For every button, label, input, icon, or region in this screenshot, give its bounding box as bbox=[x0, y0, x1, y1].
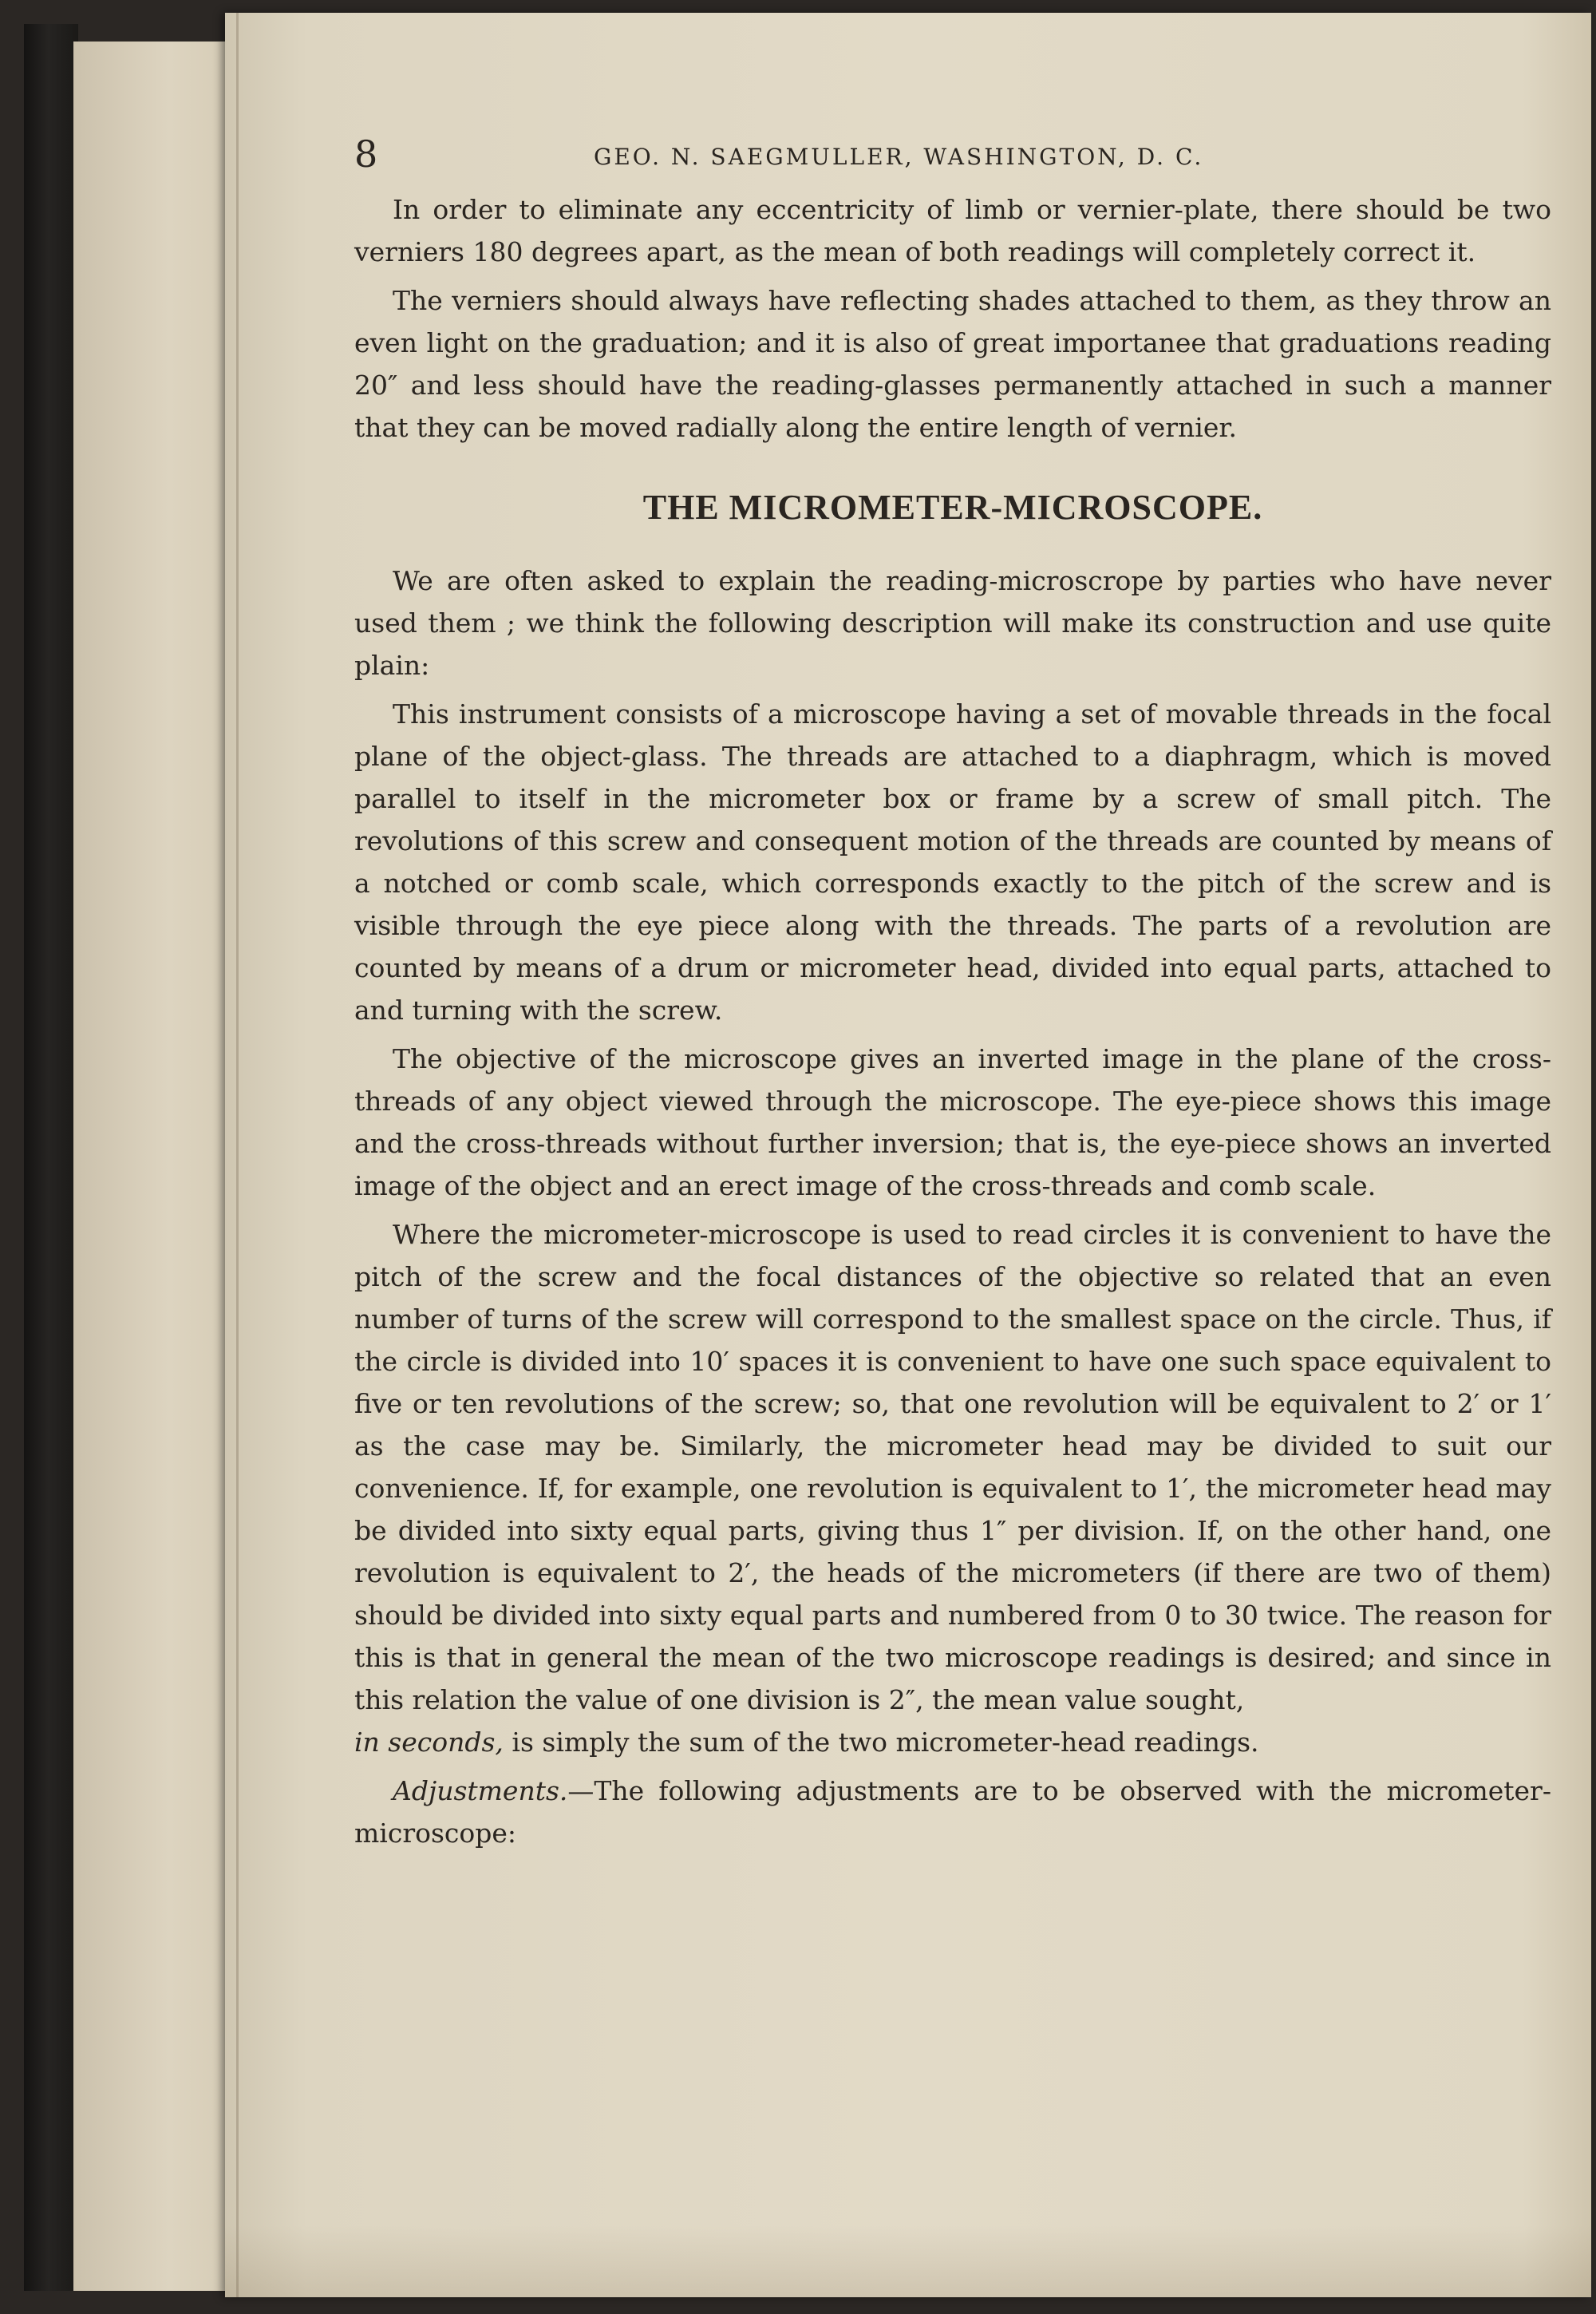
running-head bbox=[354, 133, 1551, 188]
paragraph-reading-circles-tail: is simply the sum of the two micrometer-head readings. bbox=[503, 1727, 1259, 1758]
paragraph-instrument-description: This instrument consists of a microscope having a set of movable threads in the focal plane of the object-glass. The threads are attached to a diaphragm, which is moved parallel to itself in the micrometer box or frame by a screw of small pitch. The revolutions of this screw and consequent motion of the threads are counted by means of a notched or comb scale, which corresponds exactly to the pitch of the screw and is visible through the eye piece along with the threads. The parts of a revolution are counted by means of a drum or micrometer head, divided into equal parts, attached to and turning with the screw. bbox=[354, 698, 1551, 1026]
italic-phrase: in seconds, bbox=[354, 1727, 504, 1758]
facing-page-edge bbox=[73, 42, 233, 2291]
paragraph-reading-circles: Where the micrometer-microscope is used to read circles it is convenient to have the pitch of the screw and the focal distances of the objective so related that an even number of turns of the screw will correspond to the smallest space on the circle. Thus, if the circle is divided into 10′ spaces it is convenient to have one such space equivalent to five or ten revolutions of the screw; so, that one revolution will be equivalent to 2′ or 1′ as the case may be. Similarly, the micrometer head may be divided to suit our convenience. If, for example, one revolution is equivalent to 1′, the micrometer head may be divided into sixty equal parts, giving thus 1″ per division. If, on the other hand, one revolution is equivalent to 2′, the heads of the micrometers (if there are two of them) should be divided into sixty equal parts and numbered from 0 to 30 twice. The reason for this is that in general the mean of the two microscope readings is desired; and since in this relation the value of one division is 2″, the mean value sought, bbox=[354, 1219, 1551, 1715]
paragraph-reading-circles-end bbox=[354, 1721, 1551, 1763]
book-binding bbox=[24, 24, 78, 2291]
paragraph-reflecting-shades: The verniers should always have reflecting shades attached to them, as they throw an even light on the graduation; and it is also of great importanee that graduations reading 20″ and less should have the reading-glasses permanently attached in such a manner that they can be moved radially along the entire length of vernier. bbox=[354, 285, 1551, 443]
paragraph-verniers-eccentricity: In order to eliminate any eccentricity of limb or vernier-plate, there should be two verniers 180 degrees apart, as the mean of both readings will completely correct it. bbox=[354, 194, 1551, 267]
book-page bbox=[225, 13, 1591, 2297]
paragraph-adjustments bbox=[354, 1770, 1551, 1854]
adjustments-label: Adjustments. bbox=[393, 1775, 568, 1806]
paragraph-intro: We are often asked to explain the reading-microscrope by parties who have never used them ; we think the following description will make its construction and use quite plain: bbox=[354, 565, 1551, 681]
page-number: 8 bbox=[354, 133, 378, 176]
section-title: THE MICROMETER-MICROSCOPE. bbox=[642, 488, 1263, 527]
running-title: GEO. N. SAEGMULLER, WASHINGTON, D. C. bbox=[594, 144, 1204, 170]
paragraph-objective-image: The objective of the microscope gives an inverted image in the plane of the cross-threads of any object viewed through the microscope. The eye-piece shows this image and the cross-threads without further inversion; that is, the eye-piece shows an inverted image of the object and an erect image of the cross-threads and comb scale. bbox=[354, 1043, 1551, 1201]
page-text-block bbox=[354, 133, 1551, 1861]
adjustments-text: —The following adjustments are to be observed with the micrometer-microscope: bbox=[354, 1775, 1551, 1849]
